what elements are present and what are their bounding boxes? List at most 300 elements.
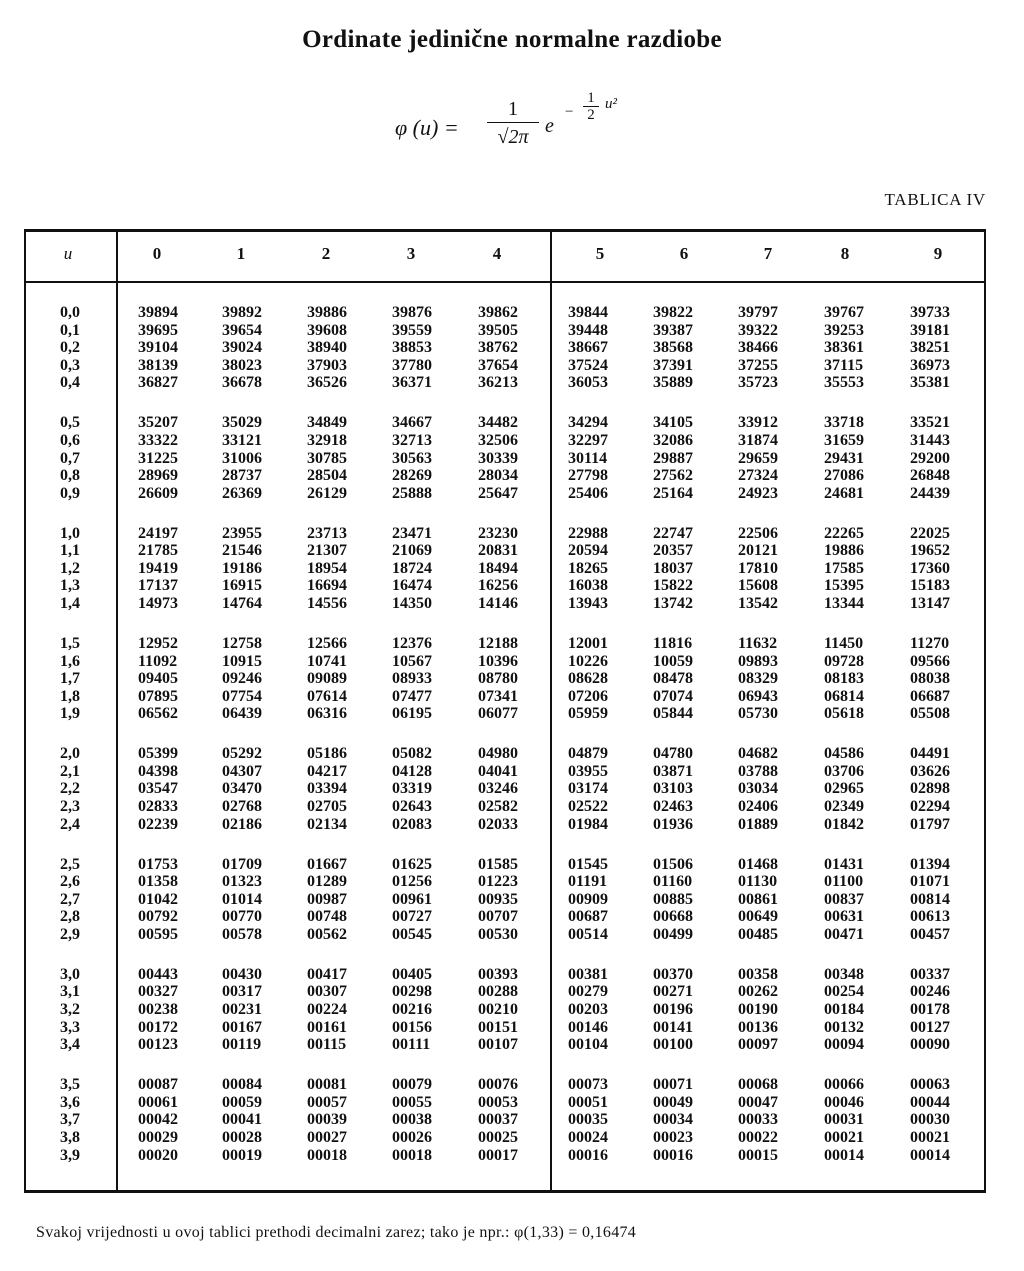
table-cell: 00028 (222, 1128, 262, 1146)
table-cell: 00317 (222, 983, 262, 1001)
table-cell: 10915 (222, 652, 262, 670)
table-cell: 36526 (307, 374, 347, 392)
table-cell: 02643 (392, 798, 432, 815)
u-value: 1,8 (60, 687, 80, 705)
table-cell: 25888 (392, 484, 432, 502)
table-cell: 00061 (138, 1093, 178, 1111)
table-cell: 02582 (478, 798, 518, 815)
table-cell: 31443 (910, 431, 950, 449)
table-cell: 04217 (307, 762, 347, 780)
table-cell: 01323 (222, 873, 262, 891)
table-cell: 00156 (392, 1018, 432, 1036)
table-cell: 12566 (307, 634, 347, 652)
table-cell: 00578 (222, 925, 262, 943)
table-cell: 21307 (307, 542, 347, 560)
table-cell: 02186 (222, 815, 262, 833)
table-cell: 16038 (568, 577, 608, 595)
table-cell: 13147 (910, 595, 950, 612)
table-cell: 34105 (653, 414, 693, 432)
u-value: 3,2 (60, 1001, 80, 1018)
table-cell: 23230 (478, 524, 518, 542)
header-col-8: 8 (840, 244, 850, 263)
table-cell: 28969 (138, 467, 178, 485)
table-cell: 00049 (653, 1093, 693, 1111)
table-cell: 00014 (910, 1146, 950, 1164)
table-cell: 39894 (138, 304, 178, 321)
table-cell: 00935 (478, 890, 518, 908)
table-cell: 00051 (568, 1093, 608, 1111)
table-cell: 00485 (738, 925, 778, 943)
table-cell: 01289 (307, 873, 347, 891)
table-cell: 00203 (568, 1001, 608, 1018)
table-cell: 30563 (392, 449, 432, 467)
table-cell: 00595 (138, 925, 178, 943)
table-cell: 00190 (738, 1001, 778, 1018)
table-cell: 39876 (392, 304, 432, 321)
table-cell: 15822 (653, 577, 693, 595)
u-value: 0,6 (60, 431, 80, 449)
table-cell: 20357 (653, 542, 693, 560)
table-cell: 02083 (392, 815, 432, 833)
table-cell: 04682 (738, 745, 778, 763)
u-value: 1,2 (60, 559, 80, 577)
table-cell: 33322 (138, 431, 178, 449)
table-cell: 18494 (478, 559, 518, 577)
table-cell: 21785 (138, 542, 178, 560)
table-cell: 18265 (568, 559, 608, 577)
table-cell: 39253 (824, 321, 864, 339)
table-cell: 00909 (568, 890, 608, 908)
header-col-1: 1 (236, 244, 246, 263)
table-cell: 38568 (653, 339, 693, 357)
u-value: 1,0 (60, 524, 80, 542)
formula-lhs: φ (u) = (395, 115, 459, 140)
table-cell: 34482 (478, 414, 518, 432)
table-cell: 38361 (824, 339, 864, 357)
table-cell: 13742 (653, 595, 693, 612)
table-cell: 00151 (478, 1018, 518, 1036)
table-cell: 23713 (307, 524, 347, 542)
table-cell: 00262 (738, 983, 778, 1001)
table-cell: 00053 (478, 1093, 518, 1111)
table-cell: 30114 (568, 449, 608, 467)
table-cell: 05508 (910, 705, 950, 723)
table-cell: 00271 (653, 983, 693, 1001)
u-value: 2,3 (60, 798, 80, 815)
table-cell: 27562 (653, 467, 693, 485)
table-cell: 03626 (910, 762, 950, 780)
table-cell: 06316 (307, 705, 347, 723)
u-value: 2,7 (60, 890, 80, 908)
table-cell: 00127 (910, 1018, 950, 1036)
table-cell: 05399 (138, 745, 178, 763)
table-cell: 00025 (478, 1128, 518, 1146)
table-cell: 00044 (910, 1093, 950, 1111)
table-cell: 00132 (824, 1018, 864, 1036)
table-cell: 24439 (910, 484, 950, 502)
table-cell: 39322 (738, 321, 778, 339)
table-cell: 00327 (138, 983, 178, 1001)
table-cell: 28737 (222, 467, 262, 485)
table-cell: 01014 (222, 890, 262, 908)
u-value: 0,0 (60, 304, 80, 321)
table-cell: 00417 (307, 965, 347, 983)
table-cell: 12952 (138, 634, 178, 652)
header-col-4: 4 (492, 244, 502, 263)
table-cell: 00562 (307, 925, 347, 943)
header-col-5: 5 (595, 244, 605, 263)
table-cell: 20594 (568, 542, 608, 560)
table-cell: 08329 (738, 670, 778, 688)
table-cell: 06814 (824, 687, 864, 705)
table-cell: 00038 (392, 1111, 432, 1129)
table-cell: 11450 (824, 634, 864, 652)
table-cell: 29431 (824, 449, 864, 467)
table-cell: 05186 (307, 745, 347, 763)
table-cell: 01842 (824, 815, 864, 833)
table-cell: 03547 (138, 780, 178, 798)
table-cell: 00015 (738, 1146, 778, 1164)
table-cell: 20831 (478, 542, 518, 560)
table-cell: 00136 (738, 1018, 778, 1036)
table-cell: 33121 (222, 431, 262, 449)
u-value: 2,6 (60, 873, 80, 891)
table-cell: 02463 (653, 798, 693, 815)
table-cell: 01585 (478, 855, 518, 873)
u-value: 1,5 (60, 634, 80, 652)
table-cell: 01256 (392, 873, 432, 891)
table-cell: 26129 (307, 484, 347, 502)
header-col-3: 3 (406, 244, 416, 263)
u-value: 2,9 (60, 925, 80, 943)
table-cell: 00141 (653, 1018, 693, 1036)
table-cell: 00358 (738, 965, 778, 983)
table-cell: 00430 (222, 965, 262, 983)
table-cell: 39695 (138, 321, 178, 339)
table-cell: 36213 (478, 374, 518, 392)
table-cell: 00861 (738, 890, 778, 908)
table-cell: 22265 (824, 524, 864, 542)
table-cell: 04491 (910, 745, 950, 763)
table-cell: 00100 (653, 1036, 693, 1054)
table-cell: 33521 (910, 414, 950, 432)
u-value: 1,6 (60, 652, 80, 670)
table-cell: 02294 (910, 798, 950, 815)
table-cell: 39822 (653, 304, 693, 321)
table-cell: 07477 (392, 687, 432, 705)
table-cell: 00021 (910, 1128, 950, 1146)
u-value: 0,3 (60, 356, 80, 374)
table-cell: 09893 (738, 652, 778, 670)
table-cell: 12376 (392, 634, 432, 652)
table-cell: 32506 (478, 431, 518, 449)
table-cell: 28269 (392, 467, 432, 485)
u-value: 2,1 (60, 762, 80, 780)
table-cell: 03103 (653, 780, 693, 798)
table-cell: 00238 (138, 1001, 178, 1018)
table-cell: 01431 (824, 855, 864, 873)
table-cell: 00115 (307, 1036, 347, 1054)
table-cell: 00073 (568, 1076, 608, 1094)
table-cell: 38251 (910, 339, 950, 357)
table-label: TABLICA IV (884, 190, 986, 209)
table-cell: 31225 (138, 449, 178, 467)
u-value: 3,3 (60, 1018, 80, 1036)
table-cell: 00016 (568, 1146, 608, 1164)
table-cell: 02965 (824, 780, 864, 798)
table-cell: 00027 (307, 1128, 347, 1146)
table-cell: 09405 (138, 670, 178, 688)
table-cell: 01667 (307, 855, 347, 873)
table-cell: 25164 (653, 484, 693, 502)
u-value: 0,8 (60, 467, 80, 485)
header-col-0: 0 (152, 244, 162, 263)
table-cell: 07895 (138, 687, 178, 705)
table-cell: 10396 (478, 652, 518, 670)
table-cell: 21069 (392, 542, 432, 560)
table-cell: 34294 (568, 414, 608, 432)
table-cell: 38466 (738, 339, 778, 357)
table-cell: 01394 (910, 855, 950, 873)
table-cell: 37255 (738, 356, 778, 374)
table-cell: 39024 (222, 339, 262, 357)
table-cell: 09566 (910, 652, 950, 670)
table-cell: 04879 (568, 745, 608, 763)
table-cell: 00066 (824, 1076, 864, 1094)
table-right-border (984, 229, 986, 1193)
table-cell: 00031 (824, 1111, 864, 1129)
table-cell: 00216 (392, 1001, 432, 1018)
table-cell: 00084 (222, 1076, 262, 1094)
table-cell: 00987 (307, 890, 347, 908)
table-cell: 00035 (568, 1111, 608, 1129)
table-cell: 38667 (568, 339, 608, 357)
table-cell: 00210 (478, 1001, 518, 1018)
table-cell: 00029 (138, 1128, 178, 1146)
table-cell: 07614 (307, 687, 347, 705)
table-cell: 20121 (738, 542, 778, 560)
table-cell: 04128 (392, 762, 432, 780)
header-u: u (63, 244, 73, 263)
table-cell: 16694 (307, 577, 347, 595)
header-col-6: 6 (679, 244, 689, 263)
table-cell: 12001 (568, 634, 608, 652)
u-value: 0,4 (60, 374, 80, 392)
table-cell: 00111 (392, 1036, 431, 1054)
table-cell: 22747 (653, 524, 693, 542)
table-cell: 09728 (824, 652, 864, 670)
table-cell: 18724 (392, 559, 432, 577)
table-cell: 03174 (568, 780, 608, 798)
table-cell: 00613 (910, 908, 950, 926)
table-header-rule (24, 281, 986, 283)
table-cell: 39448 (568, 321, 608, 339)
table-cell: 15183 (910, 577, 950, 595)
u-value: 2,8 (60, 908, 80, 926)
table-cell: 00033 (738, 1111, 778, 1129)
table-cell: 37115 (824, 356, 864, 374)
table-cell: 00119 (222, 1036, 262, 1054)
table-cell: 00687 (568, 908, 608, 926)
table-cell: 03034 (738, 780, 778, 798)
table-cell: 00381 (568, 965, 608, 983)
table-cell: 00087 (138, 1076, 178, 1094)
table-cell: 37524 (568, 356, 608, 374)
table-cell: 37391 (653, 356, 693, 374)
table-cell: 10741 (307, 652, 347, 670)
table-cell: 00370 (653, 965, 693, 983)
table-cell: 02522 (568, 798, 608, 815)
table-cell: 00090 (910, 1036, 950, 1054)
table-cell: 01358 (138, 873, 178, 891)
table-cell: 39387 (653, 321, 693, 339)
table-cell: 32086 (653, 431, 693, 449)
header-col-7: 7 (763, 244, 773, 263)
table-cell: 00196 (653, 1001, 693, 1018)
table-cell: 01625 (392, 855, 432, 873)
table-cell: 08933 (392, 670, 432, 688)
table-cell: 05959 (568, 705, 608, 723)
table-cell: 01797 (910, 815, 950, 833)
table-cell: 13344 (824, 595, 864, 612)
table-cell: 01160 (653, 873, 693, 891)
table-cell: 25647 (478, 484, 518, 502)
table-cell: 00499 (653, 925, 693, 943)
table-cell: 27086 (824, 467, 864, 485)
table-cell: 24197 (138, 524, 178, 542)
table-cell: 35889 (653, 374, 693, 392)
table-cell: 38940 (307, 339, 347, 357)
table-cell: 11632 (738, 634, 778, 652)
table-cell: 08780 (478, 670, 518, 688)
table-cell: 28504 (307, 467, 347, 485)
table-cell: 35029 (222, 414, 262, 432)
table-cell: 00055 (392, 1093, 432, 1111)
table-cell: 39654 (222, 321, 262, 339)
u-value: 1,9 (60, 705, 80, 723)
table-cell: 00021 (824, 1128, 864, 1146)
table-cell: 00649 (738, 908, 778, 926)
table-cell: 07206 (568, 687, 608, 705)
table-cell: 00337 (910, 965, 950, 983)
table-cell: 29659 (738, 449, 778, 467)
table-cell: 00024 (568, 1128, 608, 1146)
table-cell: 02705 (307, 798, 347, 815)
table-cell: 00026 (392, 1128, 432, 1146)
table-cell: 04980 (478, 745, 518, 763)
table-cell: 17585 (824, 559, 864, 577)
table-cell: 00814 (910, 890, 950, 908)
table-cell: 00094 (824, 1036, 864, 1054)
table-cell: 00885 (653, 890, 693, 908)
table-cell: 39733 (910, 304, 950, 321)
table-cell: 39767 (824, 304, 864, 321)
table-cell: 00172 (138, 1018, 178, 1036)
table-left-border (24, 229, 26, 1193)
table-cell: 00668 (653, 908, 693, 926)
table-cell: 35553 (824, 374, 864, 392)
table-cell: 14973 (138, 595, 178, 612)
table-cell: 01506 (653, 855, 693, 873)
table-cell: 10567 (392, 652, 432, 670)
table-cell: 35207 (138, 414, 178, 432)
table-cell: 10226 (568, 652, 608, 670)
table-cell: 21546 (222, 542, 262, 560)
table-cell: 19652 (910, 542, 950, 560)
table-cell: 00246 (910, 983, 950, 1001)
table-cell: 14556 (307, 595, 347, 612)
table-cell: 00071 (653, 1076, 693, 1094)
table-cell: 17137 (138, 577, 178, 595)
table-cell: 06687 (910, 687, 950, 705)
table-cell: 38023 (222, 356, 262, 374)
table-cell: 00063 (910, 1076, 950, 1094)
table-cell: 14350 (392, 595, 432, 612)
u-value: 2,4 (60, 815, 80, 833)
table-cell: 03319 (392, 780, 432, 798)
table-cell: 01545 (568, 855, 608, 873)
u-value: 1,3 (60, 577, 80, 595)
table-cell: 11092 (138, 652, 178, 670)
table-cell: 00081 (307, 1076, 347, 1094)
header-col-9: 9 (933, 244, 943, 263)
table-cell: 09089 (307, 670, 347, 688)
table-cell: 01709 (222, 855, 262, 873)
table-cell: 37654 (478, 356, 518, 374)
table-cell: 01071 (910, 873, 950, 891)
u-value: 2,2 (60, 780, 80, 798)
header-col-2: 2 (321, 244, 331, 263)
table-cell: 00178 (910, 1001, 950, 1018)
table-cell: 00307 (307, 983, 347, 1001)
table-cell: 15395 (824, 577, 864, 595)
table-cell: 17360 (910, 559, 950, 577)
table-cell: 13542 (738, 595, 778, 612)
table-cell: 24681 (824, 484, 864, 502)
u-value: 2,5 (60, 855, 80, 873)
table-cell: 08478 (653, 670, 693, 688)
table-cell: 11270 (910, 634, 950, 652)
table-cell: 00545 (392, 925, 432, 943)
table-cell: 04307 (222, 762, 262, 780)
table-cell: 01889 (738, 815, 778, 833)
u-value: 3,7 (60, 1111, 80, 1129)
table-cell: 00530 (478, 925, 518, 943)
table-cell: 00748 (307, 908, 347, 926)
page-title: Ordinate jedinične normalne razdiobe (302, 26, 722, 53)
table-cell: 00727 (392, 908, 432, 926)
u-value: 0,9 (60, 484, 80, 502)
table-cell: 36371 (392, 374, 432, 392)
table-cell: 16474 (392, 577, 432, 595)
table-cell: 17810 (738, 559, 778, 577)
table-cell: 00770 (222, 908, 262, 926)
table-cell: 12188 (478, 634, 518, 652)
table-cell: 00057 (307, 1093, 347, 1111)
table-cell: 18037 (653, 559, 693, 577)
table-cell: 06943 (738, 687, 778, 705)
u-value: 0,7 (60, 449, 80, 467)
table-cell: 05844 (653, 705, 693, 723)
table-cell: 30339 (478, 449, 518, 467)
table-cell: 03706 (824, 762, 864, 780)
table-cell: 01100 (824, 873, 864, 891)
table-cell: 02406 (738, 798, 778, 815)
table-cell: 02833 (138, 798, 178, 815)
table-cell: 39844 (568, 304, 608, 321)
table-cell: 01984 (568, 815, 608, 833)
table-cell: 23955 (222, 524, 262, 542)
